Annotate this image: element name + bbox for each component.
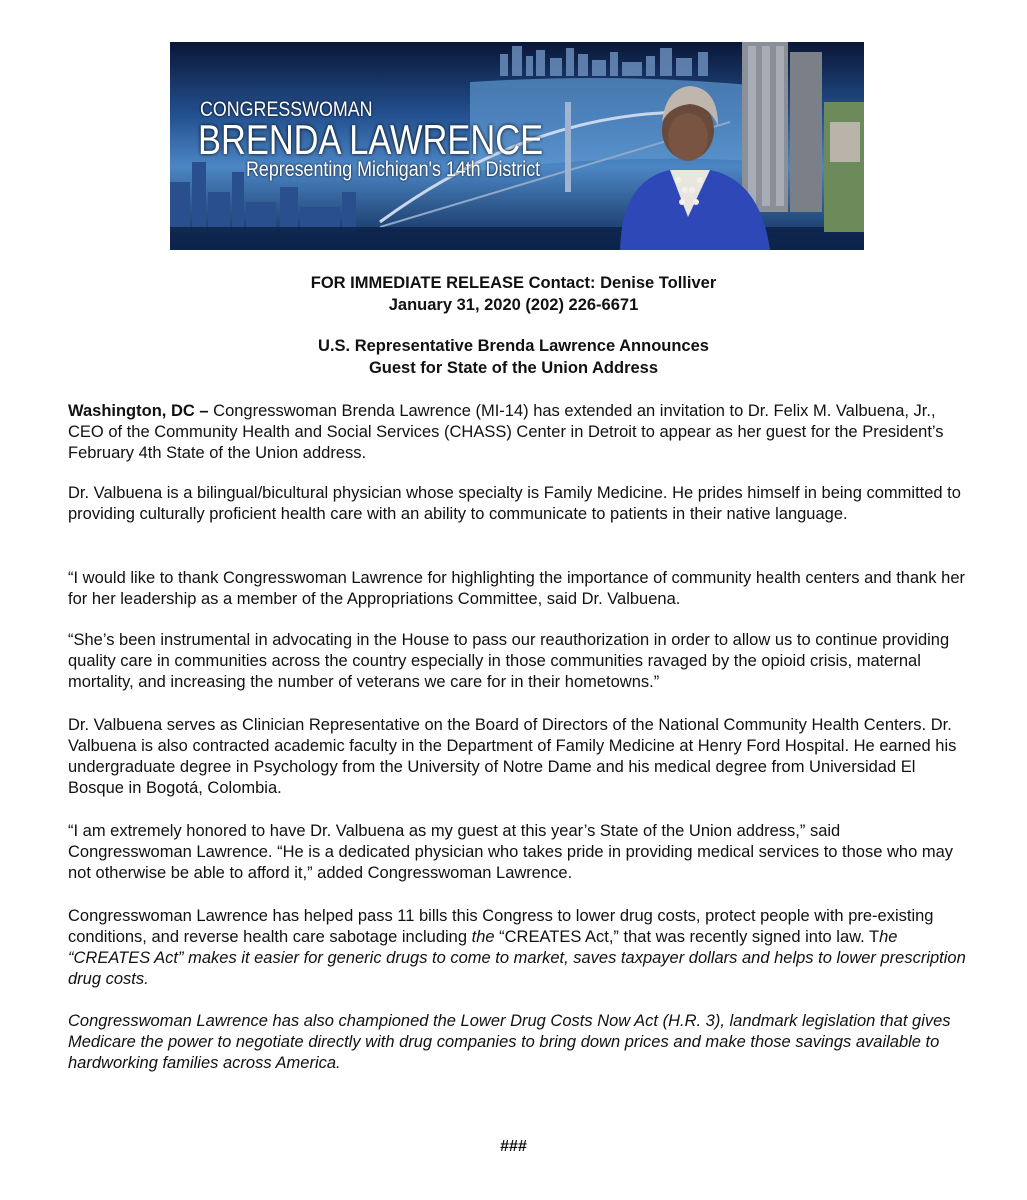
headline: [0, 335, 1027, 379]
paragraph-intro-text: Congresswoman Brenda Lawrence (MI-14) has extended an invitation to Dr. Felix M. Valbuena, Jr., CEO of the Community Health and Social Services (CHASS) Center in Detroit to appear as her guest for the President’s February 4th State of the Union address.: [68, 402, 944, 462]
paragraph-credentials: Dr. Valbuena serves as Clinician Representative on the Board of Directors of the National Community Health Centers. Dr. Valbuena is also contracted academic faculty in the Department of Family Medicine at Henry Ford Hospital. He earned his undergraduate degree in Psychology from the University of Notre Dame and his medical degree from Universidad El Bosque in Bogotá, Colombia.: [68, 716, 957, 797]
dateline: Washington, DC –: [68, 402, 209, 420]
paragraph-quote-2: “She’s been instrumental in advocating in the House to pass our reauthorization in order to allow us to continue providing quality care in communities across the country especially in those communities ravaged by the opioid crisis, maternal mortality, and increasing the number of veterans we care for in their hometowns.”: [68, 631, 950, 691]
end-mark: ###: [500, 1138, 527, 1155]
paragraph-bio: Dr. Valbuena is a bilingual/bicultural physician whose specialty is Family Medicine. He prides himself in being committed to providing culturally proficient health care with an ability to communicate to patients in their native language.: [68, 484, 961, 523]
headline-line-1: U.S. Representative Brenda Lawrence Announces: [318, 337, 709, 355]
paragraph-bills: [68, 906, 968, 990]
release-line-1: FOR IMMEDIATE RELEASE Contact: Denise Tolliver: [310, 274, 717, 292]
release-info: [0, 272, 1027, 316]
header-banner: [170, 42, 864, 250]
release-line-2: January 31, 2020 (202) 226-6671: [388, 296, 639, 314]
bills-text-d: he “CREATES Act” makes it easier for generic drugs to come to market, saves taxpayer dollars and helps to lower prescription drug costs.: [68, 928, 966, 988]
banner-subtitle: Representing Michigan's 14th District: [246, 158, 541, 181]
paragraph-intro: [68, 401, 968, 464]
bills-text-b: the: [471, 928, 495, 946]
headline-line-2: Guest for State of the Union Address: [368, 359, 659, 377]
paragraph-lawrence-quote: “I am extremely honored to have Dr. Valbuena as my guest at this year’s State of the Union address,” said Congresswoman Lawrence. “He is a dedicated physician who takes pride in providing medical services to those who may not otherwise be able to afford it,” added Congresswoman Lawrence.: [68, 822, 954, 882]
bills-text-c: “CREATES Act,” that was recently signed into law. T: [494, 928, 880, 946]
bills-text-a: Congresswoman Lawrence has helped pass 11 bills this Congress to lower drug costs, protect people with pre-existing conditions, and reverse health care sabotage including: [68, 907, 934, 946]
paragraph-hr3: Congresswoman Lawrence has also championed the Lower Drug Costs Now Act (H.R. 3), landmark legislation that gives Medicare the power to negotiate directly with drug companies to bring down prices and make those savings available to hardworking families across America.: [68, 1012, 951, 1072]
banner-title-small: CONGRESSWOMAN: [200, 98, 373, 121]
paragraph-quote-1: “I would like to thank Congresswoman Lawrence for highlighting the importance of community health centers and thank her for her leadership as a member of the Appropriations Committee, said Dr. Valbuena.: [68, 569, 965, 608]
banner-title-name: BRENDA LAWRENCE: [198, 116, 544, 163]
